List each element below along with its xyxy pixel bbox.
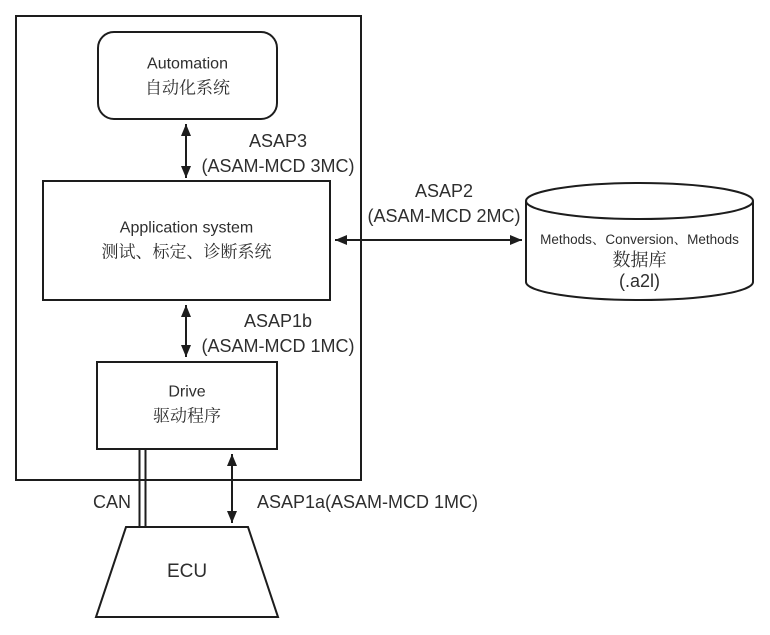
drive-label [153,381,221,428]
automation-label-cn: 自动化系统 [145,78,230,97]
asap1b-label [202,309,355,359]
asap3-label [202,129,355,179]
asap3-label-standard: (ASAM-MCD 3MC) [201,155,355,176]
ecu-label-text: ECU [166,561,208,582]
ecu-label [167,561,207,583]
application-label-cn: 测试、标定、诊断系统 [101,242,272,262]
can-label [93,491,131,513]
database-label-methods: Methods、Conversion、Methods [540,232,739,247]
asap1a-label [257,491,478,513]
can-label-text: CAN [92,492,132,512]
database-label-filetype: (.a2l) [618,271,660,291]
asap2-label-name: ASAP2 [414,181,474,201]
database-cylinder-top [526,183,753,219]
automation-label [145,52,230,99]
drive-label-en: Drive [168,383,206,401]
database-label [540,230,739,292]
asap2-label-standard: (ASAM-MCD 2MC) [367,206,521,226]
asap2-label [368,179,521,229]
application-label [102,217,272,264]
asap1b-label-standard: (ASAM-MCD 1MC) [201,335,355,356]
automation-label-en: Automation [147,55,228,72]
asap3-label-name: ASAP3 [248,130,308,151]
application-label-en: Application system [119,219,254,237]
drive-label-cn: 驱动程序 [153,406,221,426]
asap1a-label-text: ASAP1a(ASAM-MCD 1MC) [257,492,479,512]
asap1b-label-name: ASAP1b [243,310,313,331]
database-label-cn: 数据库 [612,250,667,270]
